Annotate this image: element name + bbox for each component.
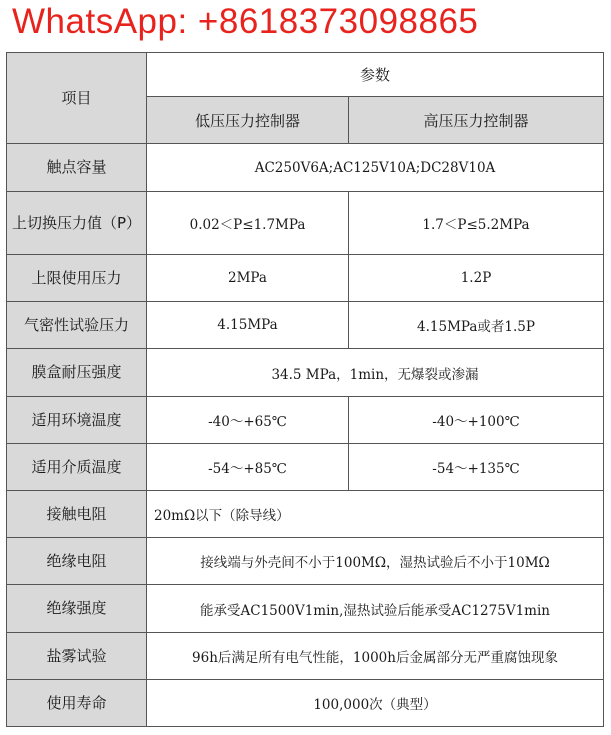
row-label-contact-resistance: 接触电阻: [7, 491, 147, 538]
row-value-switch-pressure-high: 1.7＜P≤5.2MPa: [349, 192, 604, 255]
row-label-service-life: 使用寿命: [7, 680, 147, 727]
row-value-service-life: 100,000次（典型）: [147, 680, 604, 727]
row-value-medium-temp-low: -54～+85℃: [147, 444, 349, 491]
row-value-insulation-strength: 能承受AC1500V1min,湿热试验后能承受AC1275V1min: [147, 585, 604, 633]
row-label-medium-temp: 适用介质温度: [7, 444, 147, 491]
spec-table: [6, 52, 604, 727]
row-label-upper-pressure: 上限使用压力: [7, 255, 147, 302]
row-value-ambient-temp-high: -40～+100℃: [349, 397, 604, 444]
row-value-airtight-test-high: 4.15MPa或者1.5P: [349, 302, 604, 349]
row-value-salt-spray: 96h后满足所有电气性能，1000h后金属部分无严重腐蚀现象: [147, 633, 604, 680]
header-low-pressure: 低压压力控制器: [147, 97, 349, 144]
row-value-medium-temp-high: -54～+135℃: [349, 444, 604, 491]
row-value-contact-capacity: AC250V6A;AC125V10A;DC28V10A: [147, 144, 604, 192]
header-params: 参数: [147, 53, 604, 97]
row-value-upper-pressure-low: 2MPa: [147, 255, 349, 302]
whatsapp-watermark: WhatsApp: +8618373098865: [12, 2, 479, 41]
header-high-pressure: 高压压力控制器: [349, 97, 604, 144]
row-value-airtight-test-low: 4.15MPa: [147, 302, 349, 349]
row-label-insulation-strength: 绝缘强度: [7, 585, 147, 633]
row-label-insulation-resistance: 绝缘电阻: [7, 538, 147, 585]
row-value-upper-pressure-high: 1.2P: [349, 255, 604, 302]
header-item: 项目: [7, 53, 147, 144]
row-label-airtight-test: 气密性试验压力: [7, 302, 147, 349]
row-value-contact-resistance: 20mΩ以下（除导线）: [147, 491, 604, 538]
row-label-switch-pressure: 上切换压力值（P）: [7, 192, 147, 255]
row-value-ambient-temp-low: -40～+65℃: [147, 397, 349, 444]
row-label-salt-spray: 盐雾试验: [7, 633, 147, 680]
row-value-switch-pressure-low: 0.02＜P≤1.7MPa: [147, 192, 349, 255]
row-value-diaphragm-strength: 34.5 MPa，1min，无爆裂或渗漏: [147, 349, 604, 397]
row-label-ambient-temp: 适用环境温度: [7, 397, 147, 444]
row-label-contact-capacity: 触点容量: [7, 144, 147, 192]
row-label-diaphragm-strength: 膜盒耐压强度: [7, 349, 147, 397]
row-value-insulation-resistance: 接线端与外壳间不小于100MΩ，湿热试验后不小于10MΩ: [147, 538, 604, 585]
